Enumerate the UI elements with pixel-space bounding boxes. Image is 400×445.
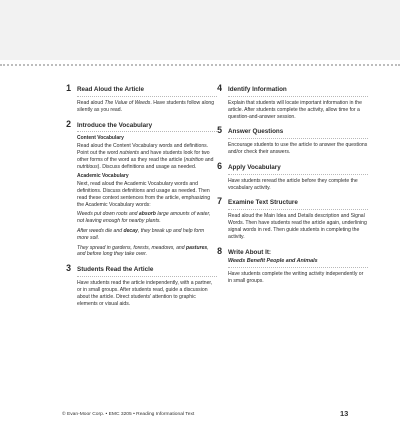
step-8-heading xyxy=(213,247,368,257)
step-4 xyxy=(213,84,368,120)
dotted-rule xyxy=(228,209,368,210)
dotted-rule xyxy=(228,138,368,139)
content-vocabulary-subhead: Content Vocabulary xyxy=(77,135,124,142)
step-title: Apply Vocabulary xyxy=(228,163,281,171)
step-body xyxy=(228,213,368,240)
step-number: 1 xyxy=(66,83,71,93)
body-text: Read aloud the Main Idea and Details description and Signal Words. Then have students read the article again, underlining signal words in red. Then guide students in completing the activity. xyxy=(228,213,367,240)
right-column xyxy=(213,84,368,290)
step-body xyxy=(77,100,217,114)
step-number: 7 xyxy=(217,196,222,207)
header-dotted-rule xyxy=(0,64,400,66)
body-text: . Have students follow along silently as you read. xyxy=(77,99,215,113)
body-text: Have students complete the writing activity independently or in small groups. xyxy=(228,270,364,284)
body-text: Explain that students will locate important information in the article. After students complete the activity, allow time for a question-and-answer session. xyxy=(228,99,362,120)
article-title: The Value of Weeds xyxy=(104,99,151,106)
step-7-heading xyxy=(213,197,368,207)
context-sentence: Weeds put down roots and absorb large amounts of water, not leaving enough for nearby plants. xyxy=(77,211,211,225)
footer-copyright: © Evan-Moor Corp. • EMC 3205 • Reading Informational Text xyxy=(62,412,195,417)
content-vocabulary-text: Read aloud the Content Vocabulary words and definitions. Point out the word nutrients and have students look for two other forms of the word as they read the article (nutrition and nutritious). Discuss definitions and usage as needed. xyxy=(77,143,214,170)
step-title: Identify Information xyxy=(228,86,287,93)
step-2-heading xyxy=(62,120,217,130)
step-number: 3 xyxy=(66,263,71,274)
step-number: 6 xyxy=(217,160,222,171)
step-subtitle: Weeds Benefit People and Animals xyxy=(228,257,318,264)
step-body xyxy=(228,178,368,192)
step-title: Students Read the Article xyxy=(77,266,154,274)
step-8 xyxy=(213,247,368,285)
step-body xyxy=(228,142,368,156)
step-number: 8 xyxy=(217,245,222,256)
dotted-rule xyxy=(77,276,217,277)
step-1 xyxy=(62,84,217,114)
body-text: Read aloud xyxy=(77,99,105,106)
step-5-heading xyxy=(213,126,368,136)
step-4-heading xyxy=(213,84,368,94)
step-title: Write About It: xyxy=(228,248,272,256)
step-number: 2 xyxy=(66,118,71,129)
step-3 xyxy=(62,264,217,307)
step-2 xyxy=(62,120,217,259)
left-column xyxy=(62,84,217,313)
step-body xyxy=(228,271,368,285)
dotted-rule xyxy=(228,96,368,97)
step-body xyxy=(77,135,217,258)
step-6-heading xyxy=(213,162,368,172)
step-number: 5 xyxy=(217,125,222,136)
step-number: 4 xyxy=(217,83,222,93)
body-text: Have students read the article independently, with a partner, or in small groups. After students read, guide a discussion about the article. Direct students' attention to graphic elements or visual aids. xyxy=(77,280,213,307)
body-text: Have students reread the article before they complete the vocabulary activity. xyxy=(228,177,358,191)
step-title: Introduce the Vocabulary xyxy=(77,121,153,129)
dotted-rule xyxy=(228,267,368,268)
header-band xyxy=(0,0,400,60)
step-5 xyxy=(213,126,368,156)
step-1-heading xyxy=(62,84,217,94)
step-7 xyxy=(213,197,368,240)
academic-vocabulary-text: Next, read aloud the Academic Vocabulary words and definitions. Discuss definitions and usage as needed. Then read these context sentences from the article, emphasizing the Academic Vocabulary words: xyxy=(77,181,211,208)
academic-vocabulary-subhead: Academic Vocabulary xyxy=(77,173,129,180)
step-title: Read Aloud the Article xyxy=(77,86,145,93)
step-subtitle-wrap xyxy=(228,258,368,265)
dotted-rule xyxy=(77,96,217,97)
page-number: 13 xyxy=(340,409,349,418)
context-sentence: They spread in gardens, forests, meadows, and pastures, and before long they take over. xyxy=(77,244,209,258)
step-body xyxy=(228,100,368,120)
body-text: Encourage students to use the article to answer the questions and/or check their answers. xyxy=(228,142,368,156)
context-sentence: After weeds die and decay, they break up and help form more soil. xyxy=(77,227,205,241)
step-body xyxy=(77,280,217,307)
step-3-heading xyxy=(62,264,217,274)
dotted-rule xyxy=(228,174,368,175)
step-title: Answer Questions xyxy=(228,128,284,136)
step-title: Examine Text Structure xyxy=(228,199,298,207)
dotted-rule xyxy=(77,131,217,132)
step-6 xyxy=(213,162,368,192)
